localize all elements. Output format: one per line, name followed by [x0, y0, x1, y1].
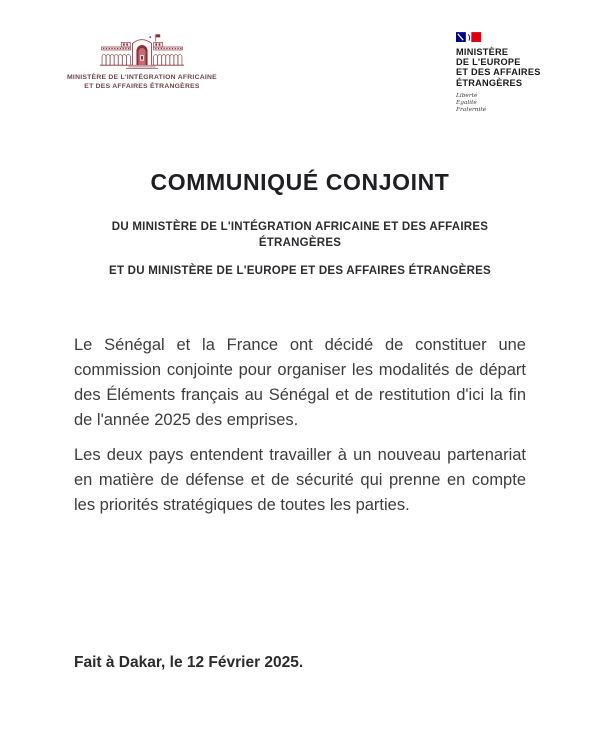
france-ministry-name-line4: ÉTRANGÈRES — [456, 77, 523, 88]
france-ministry-name-line1: MINISTÈRE — [456, 47, 509, 57]
dateline: Fait à Dakar, le 12 Février 2025. — [74, 653, 304, 671]
body-paragraph-2: Les deux pays entendent travailler à un nouveau partenariat en matière de défense et de sécurité qui prenne en compte les priorités stratégiques de toutes les parties. — [74, 446, 526, 514]
france-ministry-name-line3: ET DES AFFAIRES — [456, 67, 541, 78]
subtitle-senegal-ministry: DU MINISTÈRE DE L'INTÉGRATION AFRICAINE ET DES AFFAIRES ÉTRANGÈRES — [111, 220, 489, 249]
senegal-ministry-logo — [58, 30, 226, 91]
communique-body — [74, 333, 526, 528]
senegal-ministry-name-line2: ET DES AFFAIRES ÉTRANGÈRES — [84, 83, 200, 90]
france-ministry-name-line2: DE L'EUROPE — [456, 57, 521, 68]
france-motto-fraternite: Fraternité — [456, 106, 487, 113]
france-motto-egalite: Égalité — [456, 99, 477, 106]
france-motto-liberte: Liberté — [456, 92, 478, 99]
french-flag-icon — [456, 31, 572, 44]
body-paragraph-1: Le Sénégal et la France ont décidé de constituer une commission conjointe pour organiser les modalités de départ des Éléments français au Sénégal et de restitution d'ici la fin de l'année 2025 des emprises. — [74, 336, 526, 429]
subtitle-france-ministry: ET DU MINISTÈRE DE L'EUROPE ET DES AFFAIRES ÉTRANGÈRES — [109, 264, 491, 277]
palace-building-icon — [58, 30, 226, 70]
senegal-ministry-name-line1: MINISTÈRE DE L'INTÉGRATION AFRICAINE — [67, 74, 217, 81]
page-title: COMMUNIQUÉ CONJOINT — [150, 169, 450, 196]
france-ministry-logo — [456, 31, 572, 114]
